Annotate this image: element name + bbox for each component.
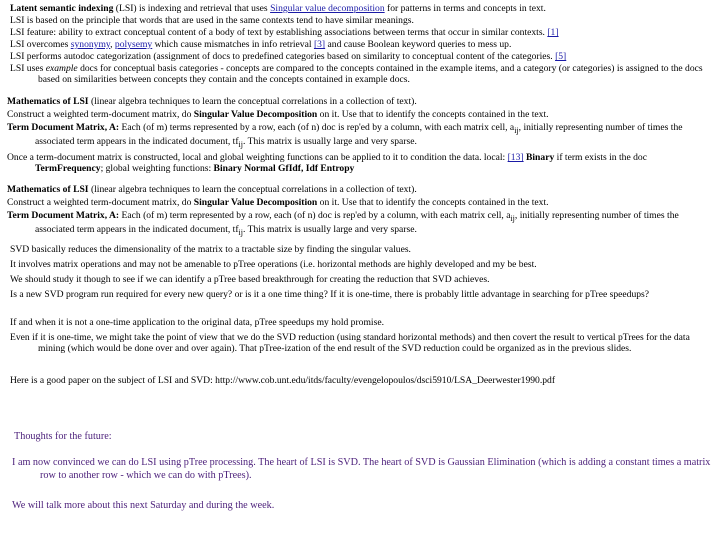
text: (LSI) is indexing and retrieval that uses [113, 3, 271, 14]
text: LSI overcomes [10, 39, 71, 50]
text: (linear algebra techniques to learn the conceptual correlations in a collection of text). [88, 96, 417, 107]
text: Mathematics of LSI [7, 96, 89, 107]
svd-note-1: SVD basically reduces the dimensionality of the matrix to a tractable size by finding the singular values. [10, 244, 411, 255]
text: ij [510, 213, 515, 223]
synonymy-link[interactable]: synonymy [70, 39, 111, 50]
term-document-matrix-para-2 [7, 210, 716, 238]
text: and cause Boolean keyword queries to mess up. [325, 39, 512, 50]
text: . This matrix is usually large and very sparse. [242, 136, 417, 148]
future-para: I am now convinced we can do LSI using pTree processing. The heart of LSI is SVD. The heart of SVD is Gaussian Elimination (which is adding a constant times a matrix row to another row - which we can do with pTrees). [12, 457, 711, 481]
lsi-example-docs-line [10, 63, 716, 85]
future-closing: We will talk more about this next Saturday and during the week. [12, 500, 275, 511]
text: on it. Use that to identify the concepts contained in the text. [317, 109, 549, 120]
polysemy-link[interactable]: polysemy [114, 39, 153, 50]
text: Singular Value Decomposition [193, 109, 318, 120]
weighting-para [7, 152, 716, 174]
math-heading-2 [7, 184, 719, 195]
svd-note-6: Even if it is one-time, we might take the point of view that we do the SVD reduction (using standard horizontal methods) and then covert the result to vertical pTrees for the data mining (which would be done over and over again). That pTree-ization of the end result of the SVD reduction could be organized as in the previous slides. [10, 332, 690, 355]
text: Construct a weighted term-document matrix, do [7, 197, 194, 208]
term-document-matrix-para [7, 122, 716, 150]
text: LSI performs autodoc categorization (assignment of docs to predefined categories based on similarity to conceptual content of the categories. [10, 51, 556, 62]
text: LSI uses [10, 63, 46, 74]
text: for patterns in terms and concepts in text. [384, 3, 546, 14]
text: Term Document Matrix, A: [7, 210, 120, 221]
math-heading [7, 96, 719, 107]
text: if term exists in the doc [554, 152, 647, 163]
text: Mathematics of LSI [7, 184, 89, 195]
text: Each (of m) term represented by a row, each (of n) doc is rep'ed by a column, with each matrix cell, a [119, 210, 511, 221]
text: on it. Use that to identify the concepts contained in the text. [317, 197, 549, 208]
lsi-principle-line: LSI is based on the principle that words that are used in the same contexts tend to have similar meanings. [10, 15, 414, 26]
svd-note-3: We should study it though to see if we can identify a pTree based breakthrough for creating the reduction that SVD achieves. [10, 274, 490, 285]
text: example [45, 63, 78, 74]
text: Binary Normal GfIdf, Idf Entropy [213, 163, 355, 175]
text: Singular Value Decomposition [193, 197, 318, 208]
text: docs for conceptual basis categories - concepts are compared to the concepts contained in the example items, and a category (or categories) is assigned to the docs based on similarities between concepts they contain and the concepts contained in example docs. [38, 63, 703, 86]
construct-line-2 [7, 197, 719, 208]
text: , [110, 39, 115, 50]
future-heading: Thoughts for the future: [14, 431, 112, 442]
svd-note-4: Is a new SVD program run required for every new query? or is it a one time thing? If it is one-time, there is probably little advantage in searching for pTree speedups? [10, 289, 650, 300]
ref-13-link[interactable]: [13] [507, 152, 524, 163]
lsi-feature-line [10, 27, 720, 38]
text: . This matrix is usually large and very sparse. [242, 224, 417, 236]
paper-reference-line: Here is a good paper on the subject of LSI and SVD: http://www.cob.unt.edu/itds/faculty/evengelopoulos/dsci5910/LSA_Deerwester1990.pdf [10, 375, 556, 386]
lsi-autodoc-line [10, 51, 720, 62]
text: ; global weighting functions: [100, 163, 214, 175]
text: ij [238, 140, 243, 150]
text: , initially representing number of times the associated term appears in the indicated document, tf [35, 210, 679, 236]
text: ij [238, 228, 243, 238]
text: LSI feature: ability to extract conceptual content of a body of text by establishing associations between terms that occur in similar contexts. [10, 27, 548, 38]
text: Once a term-document matrix is constructed, local and global weighting functions can be applied to it to condition the data. local: [7, 152, 508, 163]
ref-3-link[interactable]: [3] [313, 39, 326, 50]
svd-link[interactable]: Singular value decomposition [270, 3, 385, 14]
text: TermFrequency [35, 163, 101, 175]
text: Binary [523, 152, 555, 163]
text: Each (of m) terms represented by a row, each (of n) doc is rep'ed by a column, with each matrix cell, a [119, 122, 515, 133]
lsi-overcomes-line [10, 39, 720, 50]
svd-note-2: It involves matrix operations and may not be amenable to pTree operations (i.e. horizontal methods are highly developed and my be best. [10, 259, 537, 270]
text: which cause mismatches in info retrieval [152, 39, 314, 50]
ref-1-link[interactable]: [1] [547, 27, 559, 38]
text: ij [514, 125, 519, 135]
text: , initially representing number of times the associated term appears in the indicated document, tf [35, 122, 683, 148]
svd-note-5: If and when it is not a one-time application to the original data, pTree speedups my hold promise. [10, 317, 384, 328]
lsi-term: Latent semantic indexing [10, 3, 114, 14]
text: Term Document Matrix, A: [7, 122, 120, 133]
lsi-definition-line [10, 3, 720, 14]
ref-5-link[interactable]: [5] [555, 51, 567, 62]
construct-line [7, 109, 719, 120]
text: (linear algebra techniques to learn the conceptual correlations in a collection of text). [88, 184, 417, 195]
text: Construct a weighted term-document matrix, do [7, 109, 194, 120]
